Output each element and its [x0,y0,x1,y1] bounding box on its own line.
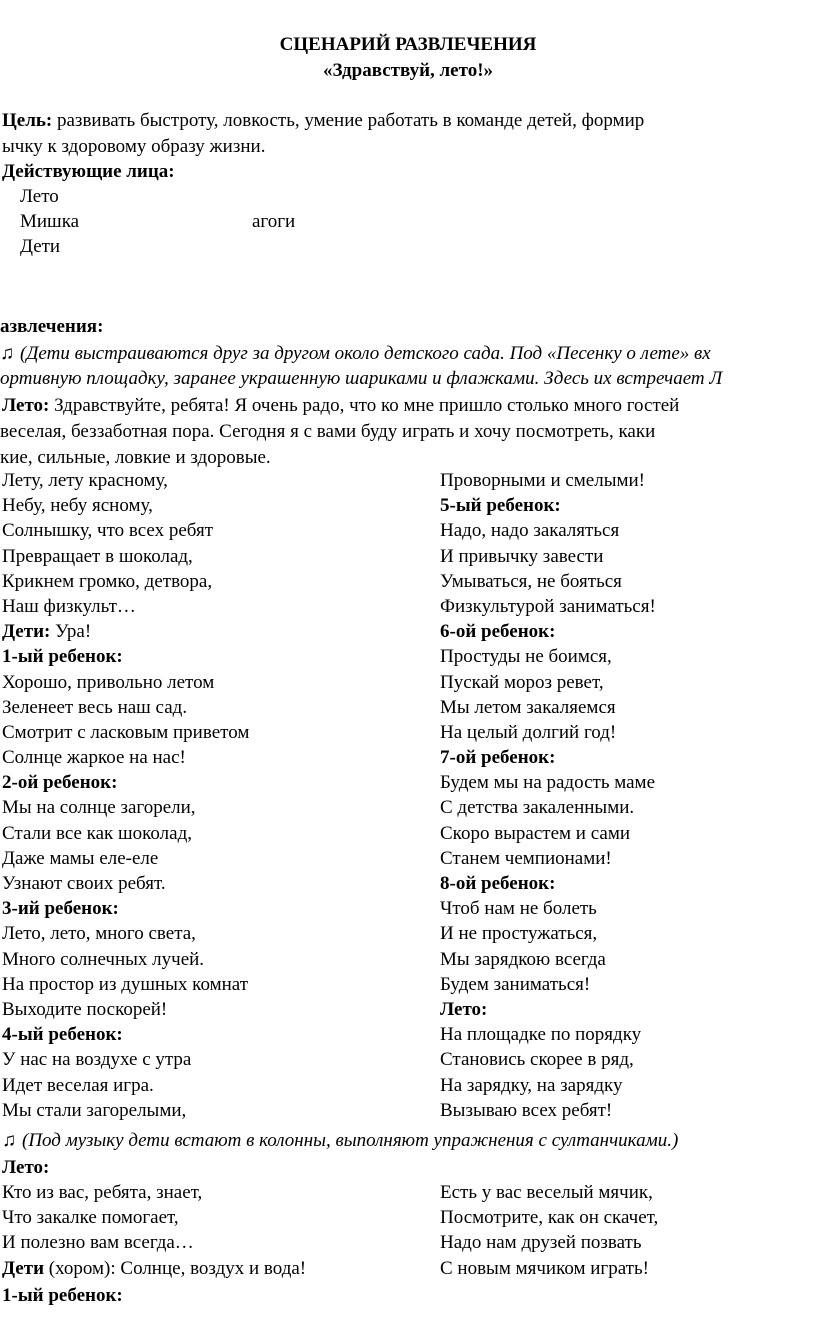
speaker-label [2,644,249,669]
line-text: Небу, небу ясному, [2,495,153,517]
poem-line [2,493,249,518]
poem-line [2,518,249,543]
line-text: Надо, надо закаляться [440,520,620,542]
document-subtitle: «Здравствуй, лето!» [322,60,494,81]
poem-line [440,795,656,820]
poem-line [2,695,249,720]
goal-label: Цель: [2,110,53,131]
line-text: Пускай мороз ревет, [440,671,604,693]
poem-line [2,821,249,846]
speaker-label [2,770,249,795]
line-text: Простуды не боимся, [440,646,612,668]
poem-line [440,947,656,972]
poem-line [440,569,656,594]
poem-line [440,644,656,669]
poem-line [440,695,656,720]
line-text: Физкультурой заниматься! [440,595,656,617]
line-text: Проворными и смелыми! [440,470,646,491]
speaker-label: 1-ый ребенок: [2,646,123,668]
line-text: Хорошо, привольно летом [2,671,215,693]
line-text: Ура! [50,621,92,643]
poem2-right-column [440,1180,658,1281]
speaker-label: 2-ой ребенок: [2,772,118,794]
poem-line [2,1098,249,1123]
line-text: Стали все как шоколад, [2,822,192,844]
line-text: С детства закаленными. [440,797,635,819]
poem-line [2,670,249,695]
speaker-label: 7-ой ребенок: [440,747,556,769]
line-text: Превращает в шоколад, [2,545,193,567]
poem-line [2,947,249,972]
line-text: Скоро вырастем и сами [440,822,631,844]
line-text: Наш физкульт… [2,595,136,617]
poem-line [2,594,249,619]
cast-item-deti: Дети [20,236,61,257]
poem-line [2,468,249,493]
poem-line [440,518,656,543]
line-text: Идет веселая игра. [2,1074,154,1096]
stage-direction-1: ♫ (Дети выстраиваются друг за другом около детского сада. Под «Песенку о лете» вх [0,343,711,364]
speaker-label: Лето: [440,998,488,1020]
poem-line [2,846,249,871]
goal-continuation: ычку к здоровому образу жизни. [2,136,266,157]
speaker-label: 8-ой ребенок: [440,873,556,894]
poem-line [2,619,249,644]
line-text: Зеленеет весь наш сад. [2,696,188,718]
document-title: СЦЕНАРИЙ РАЗВЛЕЧЕНИЯ [279,34,537,55]
line-text: И полезно вам всегда… [2,1232,194,1254]
poem-line [2,921,249,946]
line-text: На простор из душных комнат [2,973,249,995]
poem-left-column [2,468,249,1123]
speaker-label [440,745,656,770]
line-text: Солнышку, что всех ребят [2,520,214,542]
line-text: Надо нам друзей позвать [440,1232,642,1254]
speaker-label [440,871,656,896]
speaker-label [2,1022,249,1047]
poem-line [440,1098,656,1123]
poem-line [440,846,656,871]
cast-label: Действующие лица: [2,161,175,182]
line-text: Чтоб нам не болеть [440,898,597,920]
speaker-label: 6-ой ребенок: [440,621,556,643]
leto-speech-line-1: Лето: Здравствуйте, ребята! Я очень радо, что ко мне пришло столько много гостей [2,395,680,416]
line-text: Даже мамы еле-еле [2,847,159,869]
poem-line [440,594,656,619]
speaker-label [440,619,656,644]
poem-line [2,1256,306,1281]
poem-line [2,972,249,997]
poem-line [440,1073,656,1098]
poem-line [440,1180,658,1205]
line-text: Посмотрите, как он скачет, [440,1207,659,1229]
leto-speech-line-3: кие, сильные, ловкие и здоровые. [0,447,271,468]
line-text: Будем заниматься! [440,973,591,995]
poem-line [440,770,656,795]
line-text: С новым мячиком играть! [440,1257,649,1279]
goal-text: развивать быстроту, ловкость, умение работать в команде детей, формир [52,110,645,131]
leto-speech-line-2: веселая, беззаботная пора. Сегодня я с вами буду играть и хочу посмотреть, каки [0,421,656,442]
stage-direction-2: ♫ (Под музыку дети встают в колонны, выполняют упражнения с султанчиками.) [2,1130,679,1151]
speaker-label [440,997,656,1022]
poem-right-column [440,468,656,1123]
poem-line [2,1073,249,1098]
poem2-left-column [2,1180,306,1281]
line-text: Что закалке помогает, [2,1207,179,1229]
speaker-label [440,493,656,518]
speaker-label: 3-ий ребенок: [2,898,119,920]
leto2-label: Лето: [2,1157,50,1178]
speaker-label: 4-ый ребенок: [2,1024,123,1046]
cast-fragment: агоги [252,211,296,232]
poem-line [440,1230,658,1255]
poem-line [440,921,656,946]
line-text: На целый долгий год! [440,721,617,743]
line-text: Кто из вас, ребята, знает, [2,1182,203,1203]
line-text: Солнце жаркое на нас! [2,747,186,769]
poem-line [440,1022,656,1047]
line-text: Узнают своих ребят. [2,873,166,894]
line-text: Лето, лето, много света, [2,923,196,945]
poem-line [440,896,656,921]
music-note-icon: ♫ [2,1130,17,1151]
line-text: Много солнечных лучей. [2,948,205,970]
line-text: Мы стали загорелыми, [2,1099,187,1121]
poem-line [2,569,249,594]
poem-line [2,745,249,770]
line-text: Станем чемпионами! [440,847,612,869]
poem-line [2,997,249,1022]
line-text: Лету, лету красному, [2,470,168,491]
speaker-label: Дети [2,1257,45,1279]
poem-line [2,1180,306,1205]
line-text: У нас на воздухе с утра [2,1049,192,1071]
poem-line [440,1256,658,1281]
line-text: Есть у вас веселый мячик, [440,1182,653,1203]
poem-line [440,821,656,846]
poem-line [440,468,656,493]
speaker-label: Дети: [2,621,51,643]
goal-line [2,108,644,133]
poem-line [2,795,249,820]
line-text: Выходите поскорей! [2,998,168,1020]
poem-line [440,1047,656,1072]
music-note-icon: ♫ [0,343,15,364]
cast-item-mishka: Мишка [20,211,80,232]
poem-line [2,871,249,896]
poem-line [440,720,656,745]
line-text: Вызываю всех ребят! [440,1099,613,1121]
line-text: Умываться, не бояться [440,570,622,592]
poem-line [2,1230,306,1255]
poem-line [440,1205,658,1230]
line-text: На зарядку, на зарядку [440,1074,623,1096]
line-text: Будем мы на радость маме [440,772,656,794]
line-text: И не простужаться, [440,923,598,945]
poem-line [2,544,249,569]
speaker-label: 5-ый ребенок: [440,495,561,517]
line-text: Становись скорее в ряд, [440,1049,634,1071]
course-label: азвлечения: [0,316,104,337]
poem-line [2,720,249,745]
poem-line [440,544,656,569]
speaker-label [2,896,249,921]
poem-line [2,1047,249,1072]
line-text: Мы летом закаляемся [440,696,616,718]
poem-line [2,1205,306,1230]
line-text: На площадке по порядку [440,1024,642,1046]
stage-direction-1-cont: ортивную площадку, заранее украшенную шариками и флажками. Здесь их встречает Л [0,368,723,389]
line-text: Крикнем громко, детвора, [2,570,213,592]
line-text: Смотрит с ласковым приветом [2,721,250,743]
last-speaker-label: 1-ый ребенок: [2,1285,123,1306]
line-text: И привычку завести [440,545,604,567]
line-text: Мы на солнце загорели, [2,797,196,819]
poem-line [440,670,656,695]
cast-item-leto: Лето [20,186,59,207]
line-text: Мы зарядкою всегда [440,948,606,970]
poem-line [440,972,656,997]
line-text: (хором): Солнце, воздух и вода! [44,1257,307,1279]
